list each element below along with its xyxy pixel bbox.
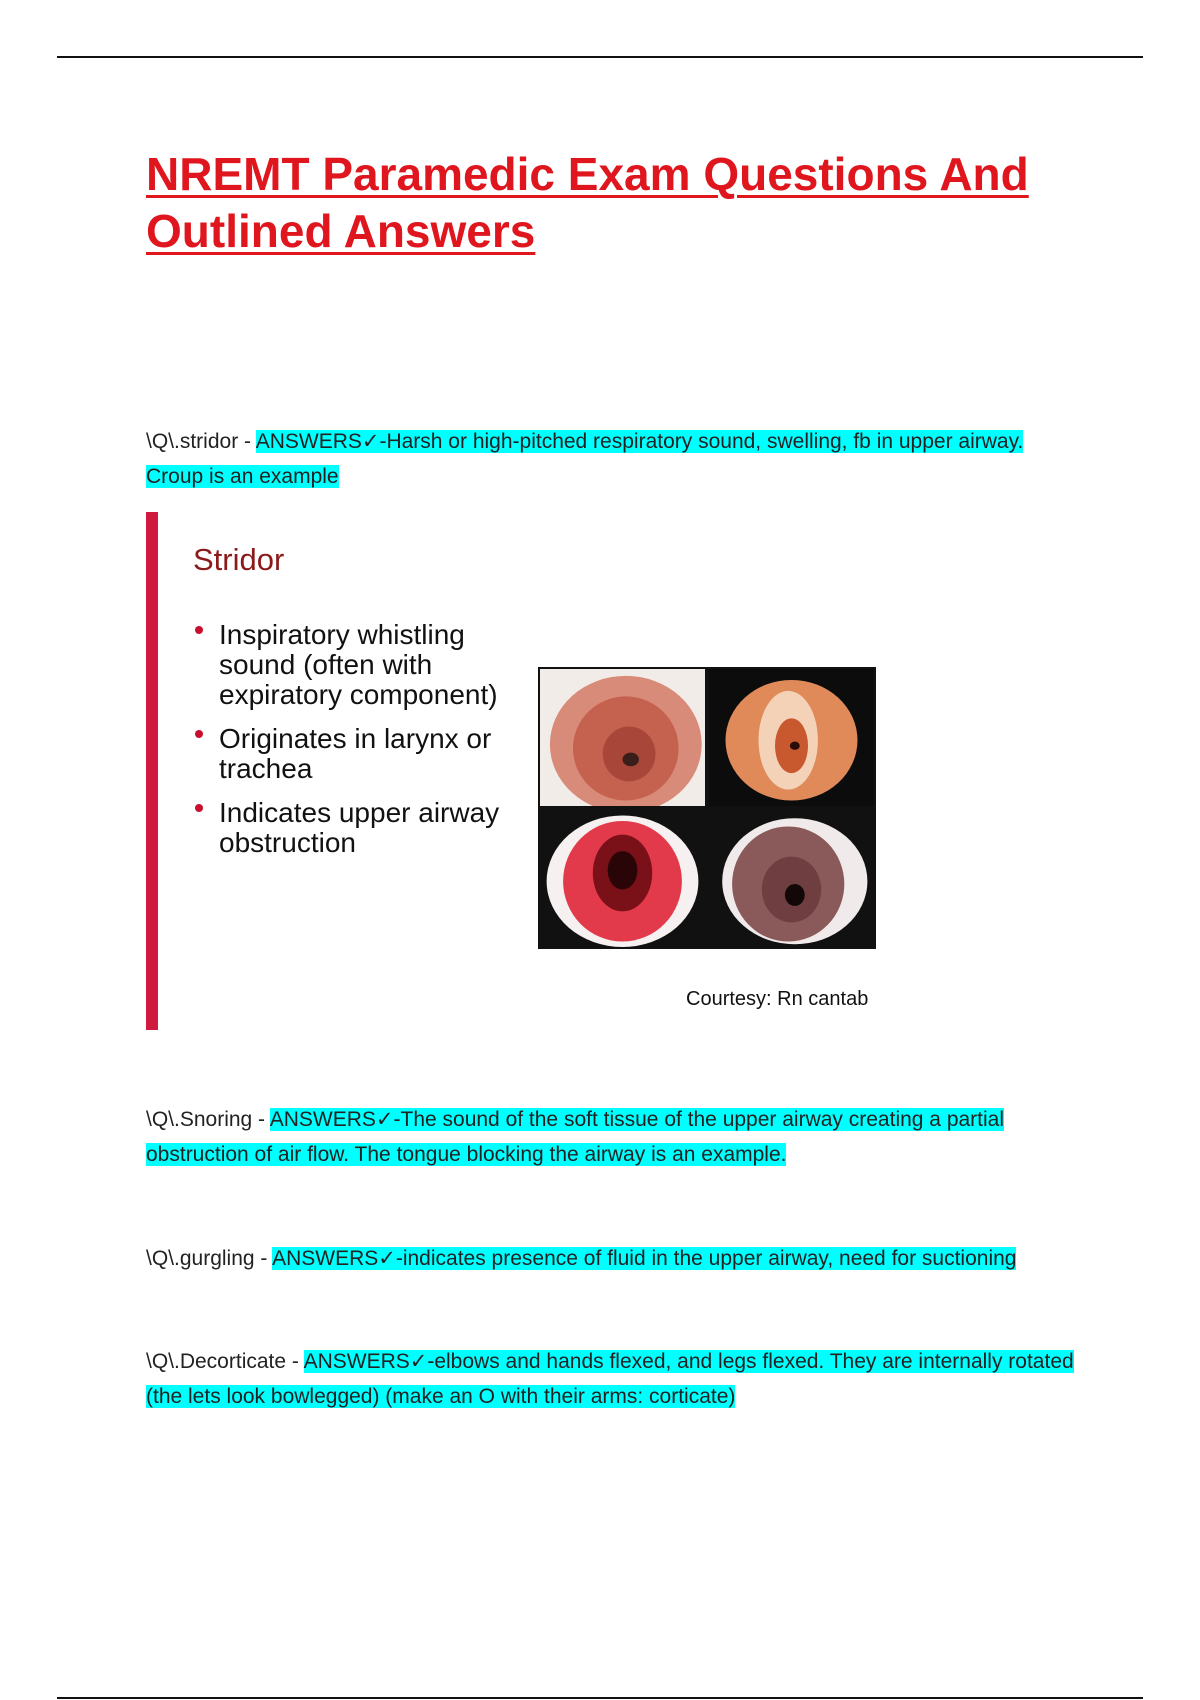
qa-item-gurgling <box>146 1241 1146 1276</box>
question-label: \Q\.gurgling - <box>146 1247 273 1270</box>
airway-photo <box>709 810 874 947</box>
bullet-dot-icon <box>195 804 203 812</box>
slide-accent-bar <box>146 512 158 1030</box>
document-title: NREMT Paramedic Exam Questions And Outlined Answers <box>146 148 1029 257</box>
airway-photo <box>540 810 705 947</box>
image-credit: Courtesy: Rn cantab <box>686 988 869 1010</box>
qa-item-decorticate <box>146 1344 1086 1414</box>
question-label: \Q\.stridor - <box>146 430 256 453</box>
slide-title: Stridor <box>193 542 285 577</box>
slide-bullet-list <box>193 620 523 872</box>
bottom-rule <box>57 1697 1143 1699</box>
top-rule <box>57 56 1143 58</box>
slide-bullet: Indicates upper airway obstruction <box>193 798 523 858</box>
bullet-dot-icon <box>195 730 203 738</box>
answer-text: ANSWERS✓-Harsh or high-pitched respiratory sound, swelling, fb in upper airway. Croup is an example <box>146 430 1024 488</box>
qa-item-stridor <box>146 424 1086 494</box>
qa-item-snoring <box>146 1102 1076 1172</box>
answer-text: ANSWERS✓-indicates presence of fluid in the upper airway, need for suctioning <box>272 1247 1017 1270</box>
bullet-dot-icon <box>195 626 203 634</box>
slide-bullet: Inspiratory whistling sound (often with expiratory component) <box>193 620 523 710</box>
question-label: \Q\.Snoring - <box>146 1108 270 1131</box>
airway-photo-grid <box>538 667 876 949</box>
answer-text: ANSWERS✓-elbows and hands flexed, and legs flexed. They are internally rotated (the lets look bowlegged) (make an O with their arms: corticate) <box>146 1350 1074 1408</box>
airway-photo <box>709 669 874 806</box>
slide-bullet: Originates in larynx or trachea <box>193 724 523 784</box>
stridor-slide-image <box>146 512 886 1030</box>
airway-photo <box>540 669 705 806</box>
question-label: \Q\.Decorticate - <box>146 1350 304 1373</box>
answer-text: ANSWERS✓-The sound of the soft tissue of the upper airway creating a partial obstruction of air flow. The tongue blocking the airway is an example. <box>146 1108 1005 1166</box>
